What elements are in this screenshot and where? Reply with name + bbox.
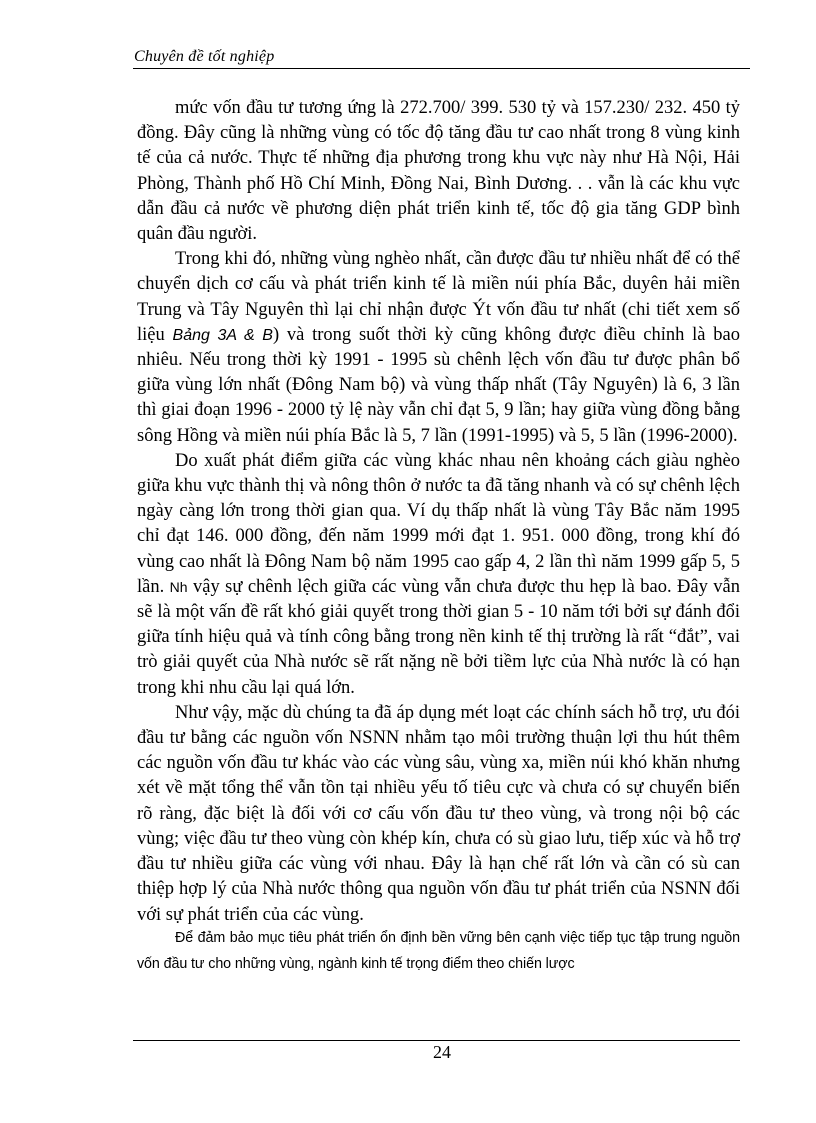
paragraph-5: Để đảm bảo mục tiêu phát triển ổn định bền vững bên cạnh việc tiếp tục tập trung nguồn vốn đầu tư cho những vùng, ngành kinh tế trọng điểm theo chiến lược [137, 929, 740, 972]
page-number: 24 [433, 1042, 451, 1062]
page-header-title: Chuyên đề tốt nghiệp [134, 48, 275, 65]
paragraph-3-text-b: vậy sự chênh lệch giữa các vùng vẫn chưa được thu hẹp là bao. Đây vẫn sẽ là một vấn đề rất khó giải quyết trong thời gian 5 - 10 năm tới bởi sự đánh đổi giữa tính hiệu quả và tính công bằng trong nền kinh tế thị trường là rất “đắt”, vai trò giải quyết của Nhà nước sẽ rất nặng nề bởi tiềm lực của Nhà nước là có hạn trong khi nhu cầu lại quá lớn. [137, 576, 740, 698]
footer-divider [133, 1040, 740, 1041]
paragraph-1: mức vốn đầu tư tương ứng là 272.700/ 399. 530 tỷ và 157.230/ 232. 450 tỷ đồng. Đây cũng là những vùng có tốc độ tăng đầu tư cao nhất trong 8 vùng kinh tế của cả nước. Thực tế những địa phương trong khu vực này như Hà Nội, Hải Phòng, Thành phố Hồ Chí Minh, Đồng Nai, Bình Dương. . . vẫn là các khu vực dẫn đầu cả nước về phương diện phát triển kinh tế, tốc độ gia tăng GDP bình quân đầu người. [137, 98, 740, 245]
header-divider [133, 68, 750, 69]
paragraph-3 [137, 449, 740, 701]
table-reference: Bảng 3A & B [172, 326, 273, 344]
paragraph-2 [137, 247, 740, 449]
paragraph-2-text-b: ) và trong suốt thời kỳ cũng không được điều chỉnh là bao nhiêu. Nếu trong thời kỳ 1991 - 1995 sù chênh lệch vốn đầu tư được phân bổ giữa vùng lớn nhất (Đông Nam bộ) và vùng thấp nhất (Tây Nguyên) là 6, 3 lần thì giai đoạn 1996 - 2000 tỷ lệ này vẫn chỉ đạt 5, 9 lần; hay giữa vùng đồng bằng sông Hồng và miền núi phía Bắc là 5, 7 lần (1991-1995) và 5, 5 lần (1996-2000). [137, 324, 740, 446]
paragraph-2-text-a: Trong khi đó, những vùng nghèo nhất, cần được đầu tư nhiều nhất để có thể chuyển dịch cơ cấu và phát triển kinh tế là miền núi phía Bắc, duyên hải miền Trung và Tây Nguyên thì lại chỉ nhận được Ýt vốn đầu tư nhất (chi tiết xem số liệu [137, 249, 740, 345]
paragraph-4: Như vậy, mặc dù chúng ta đã áp dụng mét loạt các chính sách hỗ trợ, ưu đói đầu tư bằng các nguồn vốn NSNN nhằm tạo môi trường thuận lợi thu hút thêm các nguồn vốn đầu tư khác vào các vùng sâu, vùng xa, miền núi khó khăn nhưng xét về mặt tổng thể vẫn tồn tại nhiều yếu tố tiêu cực và chưa có sự chuyển biến rõ ràng, đặc biệt là đối với cơ cấu vốn đầu tư theo vùng, và trong nội bộ các vùng; việc đầu tư theo vùng còn khép kín, chưa có sù giao lưu, tiếp xúc và hỗ trợ đầu tư nhiều giữa các vùng với nhau. Đây là hạn chế rất lớn và cần có sù can thiệp hợp lý của Nhà nước thông qua nguồn vốn đầu tư phát triển của NSNN đối với sự phát triển của các vùng. [137, 702, 740, 925]
paragraph-3-fragment: Nh [169, 578, 188, 595]
document-body [137, 96, 740, 977]
paragraph-3-text-a: Do xuất phát điểm giữa các vùng khác nhau nên khoảng cách giàu nghèo giữa khu vực thành thị và nông thôn ở nước ta đã tăng nhanh và có sự chênh lệch ngày càng lớn trong thời gian qua. Ví dụ thấp nhất là vùng Tây Bắc năm 1995 chỉ đạt 146. 000 đồng, đến năm 1999 mới đạt 1. 951. 000 đồng, trong khí đó vùng cao nhất là Đông Nam bộ năm 1995 cao gấp 4, 2 lần thì năm 1999 gấp 5, 5 lần. [137, 450, 740, 597]
